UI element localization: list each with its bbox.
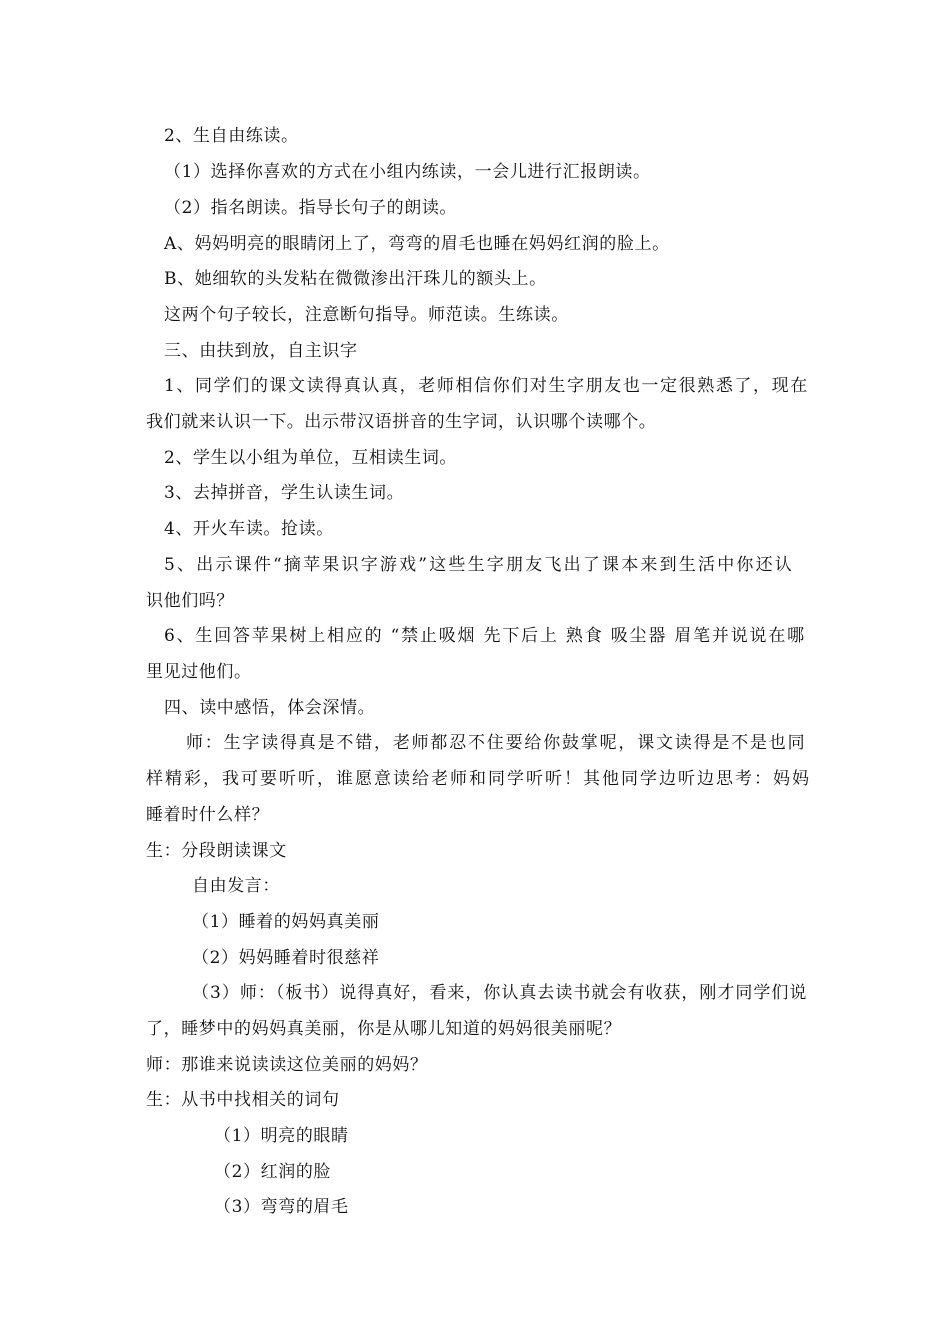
text-line: 了，睡梦中的妈妈真美丽，你是从哪儿知道的妈妈很美丽呢？ (146, 1019, 622, 1039)
text-line: 2、学生以小组为单位，互相读生词。 (164, 448, 458, 468)
text-line: 3、去掉拼音，学生认读生词。 (164, 483, 405, 503)
text-line: 这两个句子较长，注意断句指导。师范读。生练读。 (164, 305, 569, 325)
text-line: 师：生字读得真是不错，老师都忍不住要给你鼓掌呢，课文读得是不是也同 (186, 733, 807, 753)
text-line: （2）妈妈睡着时很慈祥 (192, 948, 380, 968)
text-line: （1）明亮的眼睛 (214, 1126, 349, 1146)
text-line: 5、出示课件“摘苹果识字游戏”这些生字朋友飞出了课本来到生活中你还认 (164, 555, 794, 575)
text-line: 2、生自由练读。 (164, 126, 299, 146)
text-line: （2）指名朗读。指导长句子的朗读。 (164, 198, 458, 218)
text-line: 里见过他们。 (146, 662, 252, 682)
text-line: （3）弯弯的眉毛 (214, 1197, 349, 1217)
text-line: 自由发言： (192, 876, 280, 896)
text-line: 我们就来认识一下。出示带汉语拼音的生字词，认识哪个读哪个。 (146, 412, 657, 432)
text-line: B、她细软的头发粘在微微渗出汗珠儿的额头上。 (164, 269, 547, 289)
text-line: 生：分段朗读课文 (146, 841, 287, 861)
text-line: 1、同学们的课文读得真认真，老师相信你们对生字朋友也一定很熟悉了，现在 (164, 376, 809, 396)
text-line: （1）选择你喜欢的方式在小组内练读，一会儿进行汇报朗读。 (164, 162, 651, 182)
text-line: 识他们吗？ (146, 591, 234, 611)
section-heading: 三、由扶到放，自主识字 (164, 341, 358, 361)
text-line: A、妈妈明亮的眼睛闭上了，弯弯的眉毛也睡在妈妈红润的脸上。 (164, 234, 670, 254)
text-line: （3）师：（板书）说得真好，看来，你认真去读书就会有收获，刚才同学们说 (192, 983, 808, 1003)
section-heading: 四、读中感悟，体会深情。 (164, 698, 376, 718)
text-line: （1）睡着的妈妈真美丽 (192, 912, 380, 932)
text-line: 样精彩，我可要听听，谁愿意读给老师和同学听听！其他同学边听边思考：妈妈 (146, 769, 811, 789)
text-line: （2）红润的脸 (214, 1162, 332, 1182)
text-line: 师：那谁来说读读这位美丽的妈妈？ (146, 1055, 428, 1075)
text-line: 6、生回答苹果树上相应的 “禁止吸烟 先下后上 熟食 吸尘器 眉笔并说说在哪 (164, 626, 806, 646)
text-line: 生：从书中找相关的词句 (146, 1090, 340, 1110)
text-line: 4、开火车读。抢读。 (164, 519, 334, 539)
text-line: 睡着时什么样？ (146, 805, 270, 825)
